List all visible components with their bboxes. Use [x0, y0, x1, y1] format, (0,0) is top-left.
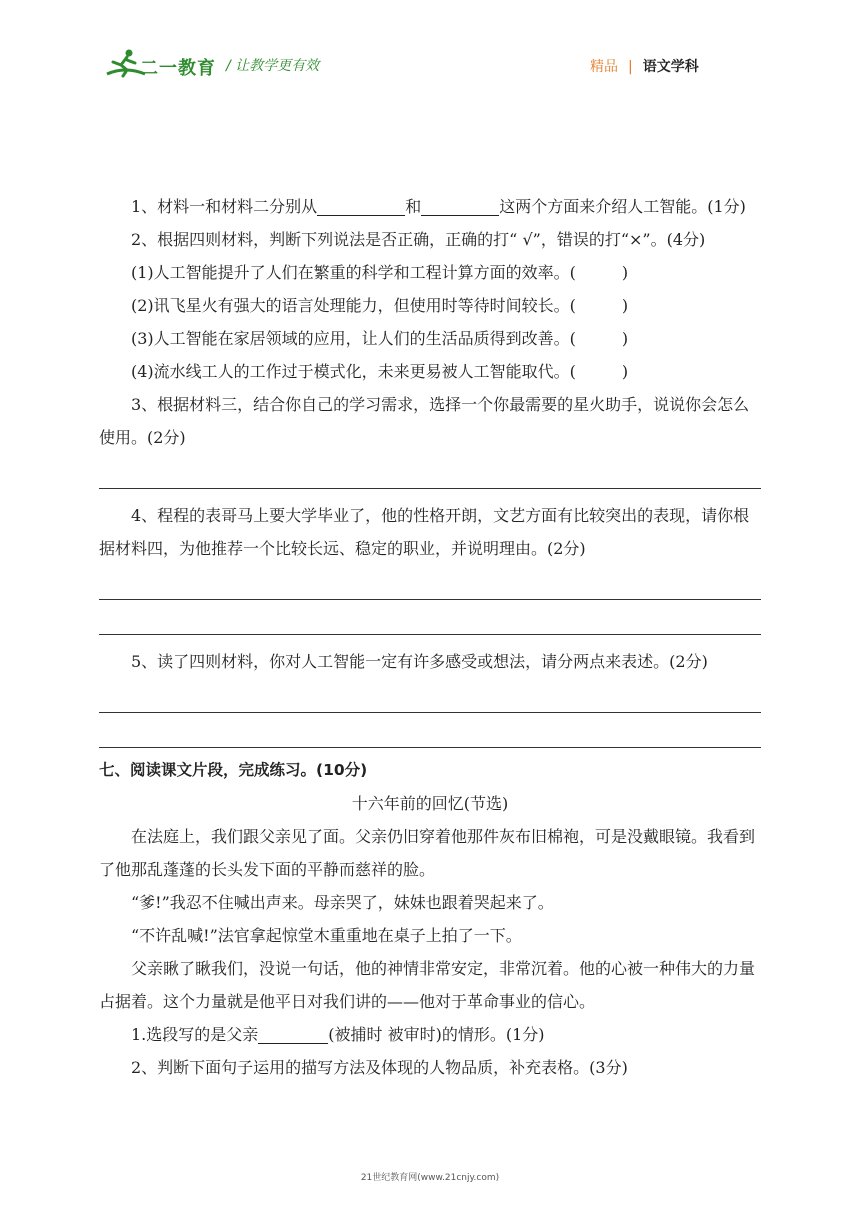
answer-blank-3[interactable]: [258, 1023, 328, 1044]
q2-item: [99, 322, 761, 355]
premium-badge: 精品: [590, 59, 618, 75]
sub-question-2: 2、判断下面句子运用的描写方法及体现的人物品质，补充表格。(3分): [131, 1058, 628, 1077]
question-3: 3、根据材料三，结合你自己的学习需求，选择一个你最需要的星火助手，说说你会怎么使用。(2分): [99, 395, 750, 447]
question-1: [99, 190, 761, 223]
logo-text: 二一教育: [140, 58, 216, 79]
q2-item-text: (4)流水线工人的工作过于模式化，未来更易被人工智能取代。(: [131, 362, 576, 381]
answer-line[interactable]: [99, 600, 761, 635]
subject-label: 语文学科: [642, 59, 699, 75]
q2-item: [99, 289, 761, 322]
sub-question-1: [99, 1018, 761, 1051]
q2-item: [99, 355, 761, 388]
close-paren: ): [621, 263, 629, 282]
close-paren: ): [621, 329, 629, 348]
worksheet-body: [99, 190, 761, 1084]
page-header: [0, 0, 860, 100]
slogan: / 让教学更有效: [226, 58, 320, 74]
q2-item-text: (3)人工智能在家居领域的应用，让人们的生活品质得到改善。(: [131, 329, 576, 348]
answer-line[interactable]: [99, 678, 761, 713]
passage-paragraph: “爹!”我忍不住喊出声来。母亲哭了，妹妹也跟着哭起来了。: [131, 893, 554, 912]
passage-paragraph: “不许乱喊!”法官拿起惊堂木重重地在桌子上拍了一下。: [131, 926, 522, 945]
sq1-text-a: 1.选段写的是父亲: [131, 1025, 259, 1044]
question-2: 2、根据四则材料，判断下列说法是否正确，正确的打“ √”，错误的打“×”。(4分): [131, 230, 706, 249]
close-paren: ): [621, 362, 629, 381]
passage-paragraph: 在法庭上，我们跟父亲见了面。父亲仍旧穿着他那件灰布旧棉袍，可是没戴眼镜。我看到了他那乱蓬蓬的长头发下面的平静而慈祥的脸。: [99, 827, 756, 879]
answer-line[interactable]: [99, 454, 761, 489]
q1-text-a: 1、材料一和材料二分别从: [131, 197, 318, 216]
sq1-text-b: (被捕时 被审时)的情形。(1分): [328, 1025, 545, 1044]
q2-item-text: (1)人工智能提升了人们在繁重的科学和工程计算方面的效率。(: [131, 263, 576, 282]
close-paren: ): [621, 296, 629, 315]
q1-text-b: 和: [405, 197, 422, 216]
header-separator: |: [628, 59, 633, 75]
q1-text-c: 这两个方面来介绍人工智能。(1分): [499, 197, 746, 216]
passage-title: 十六年前的回忆(节选): [351, 794, 509, 813]
header-right: [590, 56, 699, 76]
answer-line[interactable]: [99, 565, 761, 600]
answer-line[interactable]: [99, 713, 761, 748]
section-7-title: 七、阅读课文片段，完成练习。(10分): [99, 761, 368, 779]
passage-paragraph: 父亲瞅了瞅我们，没说一句话，他的神情非常安定，非常沉着。他的心被一种伟大的力量占据着。这个力量就是他平日对我们讲的——他对于革命事业的信心。: [99, 959, 756, 1011]
answer-blank-2[interactable]: [421, 195, 499, 216]
question-4: 4、程程的表哥马上要大学毕业了，他的性格开朗，文艺方面有比较突出的表现，请你根据材料四，为他推荐一个比较长远、稳定的职业，并说明理由。(2分): [99, 506, 750, 558]
page-footer: 21世纪教育网(www.21cnjy.com): [360, 1173, 500, 1183]
q2-item: [99, 256, 761, 289]
question-5: 5、读了四则材料，你对人工智能一定有许多感受或想法，请分两点来表述。(2分): [131, 652, 708, 671]
q2-item-text: (2)讯飞星火有强大的语言处理能力，但使用时等待时间较长。(: [131, 296, 576, 315]
answer-blank-1[interactable]: [317, 195, 405, 216]
